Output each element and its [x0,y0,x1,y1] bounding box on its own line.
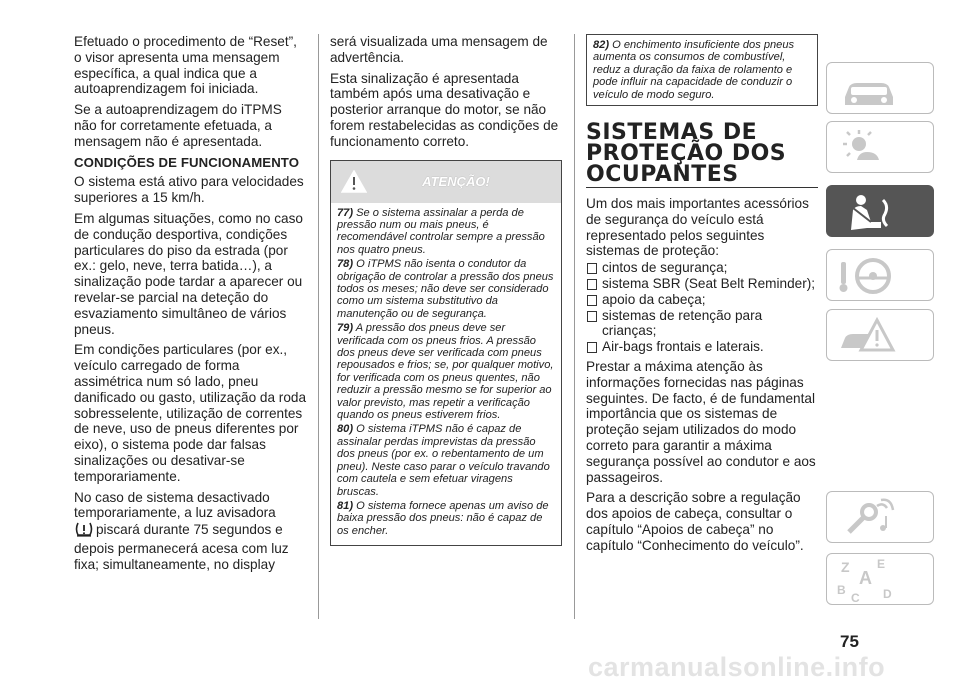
checkbox-bullet-icon [587,263,597,274]
checkbox-bullet-icon [587,279,597,290]
chapter-tab-safety[interactable] [826,185,934,237]
svg-text:B: B [837,583,846,597]
warning-box [330,160,562,547]
warning-item: 78) O iTPMS não isenta o condutor da obrigação de controlar a pressão dos pneus todos os meses; não deve ser considerado como um sistema substitutivo da manutenção ou de segurança. [337,258,554,320]
chapter-tab-index[interactable] [826,553,934,605]
column-3 [586,34,818,559]
attention-paragraph: Prestar a máxima atenção às informações fornecidas nas páginas seguintes. De facto, é de fundamental importância que os sistemas de proteção sejam utilizados do modo correto para garantir a máxima segurança possível ao condutor e aos passageiros. [586,359,816,485]
warning-item: 77) Se o sistema assinalar a perda de pressão num ou mais pneus, é recomendável controlar sempre a pressão nos quatro pneus. [337,206,545,256]
note-box: 82) O enchimento insuficiente dos pneus aumenta os consumos de combustível, reduz a duração da faixa de rolamento e pode influir na capacidade de conduzir o veículo de modo seguro. [586,34,818,106]
car-warning-icon [827,310,935,362]
checkbox-bullet-icon [587,342,597,353]
chapter-tab-dashboard[interactable] [826,121,934,173]
title-rule [586,187,818,188]
list-item: cintos de segurança; [586,260,818,276]
warning-item: 79) A pressão dos pneus deve ser verificada com os pneus frios. A pressão dos pneus deve ser verificada com pneus repousados e frios; se, por qualquer motivo, for verificada com os pneus quentes, não reduzir a pressão mesmo se for superior ao valor previsto, mas repetir a verificação quando os pneus estiverem frios. [337,322,554,422]
svg-text:Z: Z [841,559,850,575]
conditions-paragraph: Em condições particulares (por ex., veículo carregado de forma assimétrica num só lado, pneu danificado ou gasto, utilização da roda sobresselente, utilização de correntes de neve, uso de pneus diferentes por eixo), o sistema pode dar falsas sinalizações ou desativar-se temporariamente. [74,342,307,484]
deactivated-text-b: piscará durante 75 segundos e depois permanecerá acesa com luz fixa; simultaneamente, no display [74,522,289,572]
svg-text:D: D [883,587,892,601]
reset-paragraph: Efetuado o procedimento de “Reset”, o visor apresenta uma mensagem específica, a qual indica que a autoaprendizagem foi iniciada. [74,34,297,97]
checkbox-bullet-icon [587,295,597,306]
page-number: 75 [840,632,859,651]
intro-paragraph: Um dos mais importantes acessórios de segurança do veículo está representado pelos seguintes sistemas de proteção: [586,196,809,259]
deactivated-paragraph [74,490,306,573]
list-item: sistema SBR (Seat Belt Reminder); [586,276,818,292]
watermark: carmanualsonline.info [588,652,886,682]
seat-airbag-icon [827,186,935,238]
list-item: apoio da cabeça; [586,292,818,308]
warning-header [331,161,561,203]
operating-conditions-heading: CONDIÇÕES DE FUNCIONAMENTO [74,154,300,170]
checkbox-bullet-icon [587,311,597,322]
chapter-tab-maintenance[interactable] [826,491,934,543]
warning-item: 81) O sistema fornece apenas um aviso de baixa pressão dos pneus: não é capaz de os encher. [337,499,549,537]
column-2 [330,34,562,546]
warning-list [331,203,561,546]
speed-paragraph: O sistema está ativo para velocidades superiores a 15 km/h. [74,174,304,206]
warning-item: 80) O sistema iTPMS não é capaz de assinalar perdas imprevistas da pressão dos pneus (por ex. o rebentamento de um pneu). Neste caso parar o veículo travando com cautela e sem efetuar viragens bruscas. [337,423,550,498]
situations-paragraph: Em algumas situações, como no caso de condução desportiva, condições particulares do piso da estrada (por ex.: gelo, neve, terra batida…), a sinalização pode tardar a aparecer ou revelar-se parcial na deteção do esvaziamento simultâneo de vários pneus. [74,210,303,337]
column-1 [74,34,306,578]
steering-wheel-key-icon [827,250,935,302]
list-item: sistemas de retenção para crianças; [586,308,818,340]
column-divider-1 [318,34,319,619]
svg-text:A: A [859,568,872,588]
chapter-tab-emergency[interactable] [826,309,934,361]
warning-title: ATENÇÃO! [422,173,490,189]
autolearn-paragraph: Se a autoaprendizagem do iTPMS não for corretamente efetuada, a mensagem não é apresentada. [74,102,282,149]
warning-message-paragraph: será visualizada uma mensagem de advertência. [330,34,548,65]
wrench-music-icon [827,492,935,544]
note-text: O enchimento insuficiente dos pneus aumenta os consumos de combustível, reduz a duração da faixa de rolamento e pode influir na capacidade de conduzir o veículo de modo seguro. [593,39,795,101]
svg-text:E: E [877,557,886,571]
chapter-tab-starting[interactable] [826,249,934,301]
tpms-warning-icon [74,521,94,541]
section-title: SISTEMAS DE PROTEÇÃO DOS OCUPANTES [586,120,787,188]
column-divider-2 [574,34,575,619]
deactivated-text-a: No caso de sistema desactivado temporariamente, a luz avisadora [74,489,276,521]
headrest-paragraph: Para a descrição sobre a regulação dos apoios de cabeça, consultar o capítulo “Apoios de cabeça” no capítulo “Conhecimento do veículo”. [586,490,804,553]
protection-list [586,260,818,355]
dashboard-lights-icon [827,122,935,174]
svg-text:C: C [851,591,860,605]
list-item: Air-bags frontais e laterais. [586,339,818,355]
car-icon [827,63,935,115]
alphabet-index-icon [827,554,935,606]
signal-paragraph: Esta sinalização é apresentada também após uma desativação e posterior arranque do motor, se não forem restabelecidas as condições de funcionamento correto. [330,70,559,149]
chapter-tab-vehicle[interactable] [826,62,934,114]
